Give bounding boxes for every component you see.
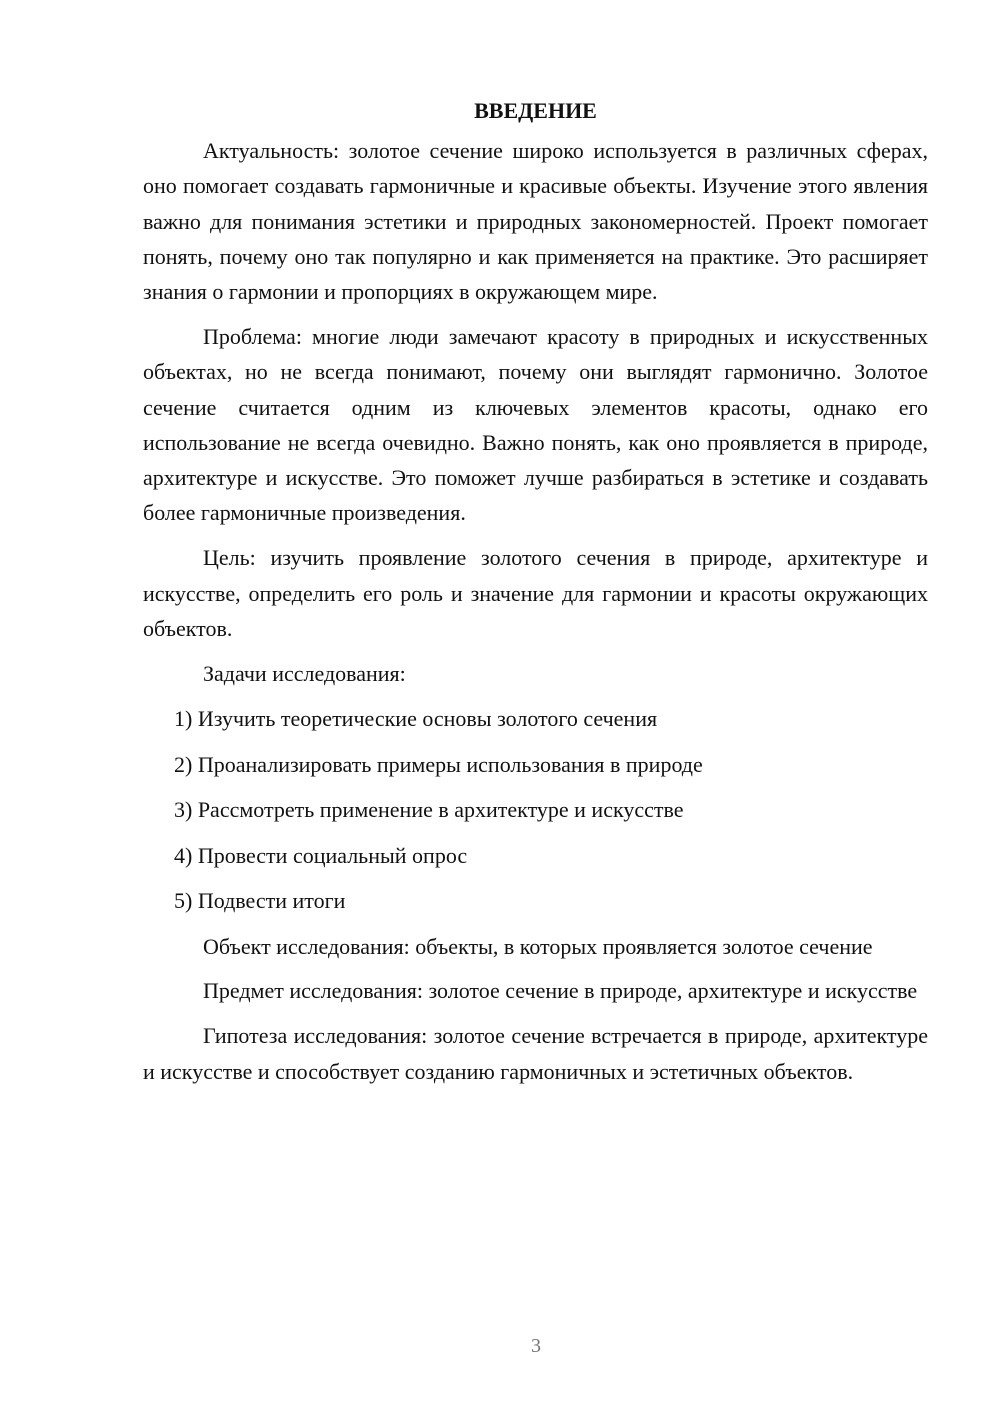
task-item: 2) Проанализировать примеры использования в природе bbox=[174, 751, 703, 777]
task-item: 4) Провести социальный опрос bbox=[174, 842, 468, 868]
page-number: 3 bbox=[531, 1335, 541, 1357]
document-page bbox=[143, 93, 928, 1098]
task-item: 3) Рассмотреть применение в архитектуре и искусстве bbox=[174, 797, 684, 823]
task-item: 1) Изучить теоретические основы золотого сечения bbox=[174, 706, 658, 732]
section-title: ВВЕДЕНИЕ bbox=[474, 98, 597, 123]
object-paragraph: Объект исследования: объекты, в которых проявляется золотое сечение bbox=[203, 933, 873, 959]
relevance-paragraph: Актуальность: золотое сечение широко используется в различных сферах, оно помогает создавать гармоничные и красивые объекты. Изучение этого явления важно для понимания эстетики и природных закономерностей. Проект помогает понять, почему оно так популярно и как применяется на практике. Это расширяет знания о гармонии и пропорциях в окружающем мире. bbox=[143, 138, 928, 305]
tasks-heading: Задачи исследования: bbox=[203, 660, 406, 686]
subject-paragraph: Предмет исследования: золотое сечение в природе, архитектуре и искусстве bbox=[203, 978, 918, 1004]
hypothesis-paragraph: Гипотеза исследования: золотое сечение встречается в природе, архитектуре и искусстве и способствует созданию гармоничных и эстетичных объектов. bbox=[143, 1023, 928, 1084]
goal-paragraph: Цель: изучить проявление золотого сечения в природе, архитектуре и искусстве, определить его роль и значение для гармонии и красоты окружающих объектов. bbox=[143, 545, 928, 641]
problem-paragraph: Проблема: многие люди замечают красоту в природных и искусственных объектах, но не всегда понимают, почему они выглядят гармонично. Золотое сечение считается одним из ключевых элементов красоты, однако его использование не всегда очевидно. Важно понять, как оно проявляется в природе, архитектуре и искусстве. Это поможет лучше разбираться в эстетике и создавать более гармоничные произведения. bbox=[143, 323, 928, 526]
task-item: 5) Подвести итоги bbox=[174, 888, 346, 914]
